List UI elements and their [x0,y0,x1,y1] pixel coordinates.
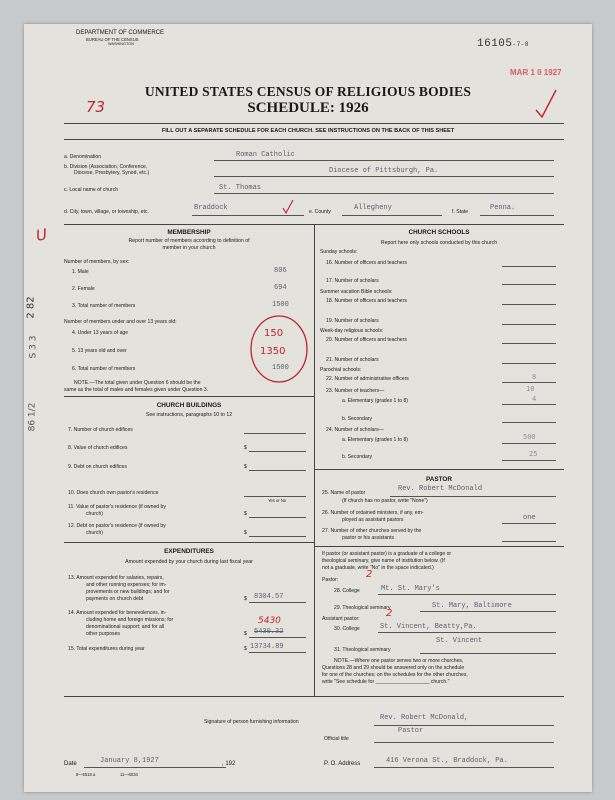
q2-female-label: 2. Female [72,286,95,292]
q9-dollar: $ [244,464,247,470]
q25-hint: (If church has no pastor, write "None") [342,498,428,504]
graduate-note-1: If pastor (or assistant pastor) is a graduate of a college or [322,551,452,557]
q25-value: Rev. Robert McDonald [398,485,483,493]
form-number: 16105-7-8 [477,38,529,50]
q25-label: 25. Name of pastor [322,490,366,496]
q27-label-a: 27. Number of other churches served by the [322,528,422,534]
q31-value: St. Vincent [436,637,483,645]
denomination-value: Roman Catholic [236,151,295,159]
date-value: January 8,1927 [100,757,159,765]
q4-under13-label: 4. Under 13 years of age [72,330,129,336]
expenditures-heading: EXPENDITURES [164,548,214,555]
q29-label: 29. Theological seminary [334,605,391,611]
form-title: UNITED STATES CENSUS OF RELIGIOUS BODIES [144,84,472,99]
received-date-stamp: MAR 1 0 1927 [510,68,562,77]
q28-value: Mt. St. Mary's [381,585,440,593]
local-name-value: St. Thomas [219,184,262,192]
assistant-pastor-label: Assistant pastor: [322,616,360,622]
q1-male-value: 806 [274,267,287,275]
q13-label-c: provements or new buildings; and for [86,589,170,595]
census-schedule-sheet [24,24,592,792]
buildings-sub: See instructions, paragraphs 10 to 12 [145,412,233,418]
margin-note-u: U [34,225,49,245]
q23a-value: 4 [532,395,537,403]
q26-label-b: ployed as assistant pastors [342,517,404,523]
q18-label: 18. Number of officers and teachers [326,298,407,304]
county-label: e. County [309,209,331,215]
q14-label-b: cluding home and foreign missions; for [86,617,174,623]
q14-label-a: 14. Amount expended for benevolences, in- [68,610,167,616]
buildings-heading: CHURCH BUILDINGS [156,402,222,409]
q10-hint: Yes or No [268,498,287,503]
instruction-line: FILL OUT A SEPARATE SCHEDULE FOR EACH CHURCH. SEE INSTRUCTIONS ON THE BACK OF THIS SHEET [161,128,455,134]
denomination-label: a. Denomination [64,154,102,160]
q7-label: 7. Number of church edifices [68,427,133,433]
city-check-mark-icon [282,199,294,215]
q14-label-d: other purposes [86,631,120,637]
q30-label: 30. College [334,626,360,632]
q12-label-2: church) [86,530,103,536]
membership-sub2: member in your church [162,245,216,251]
q14-label-c: denominational support; and for all [86,624,165,630]
q2-female-value: 694 [274,284,287,292]
pastor-note-1: NOTE.—Where one pastor serves two or more churches, [334,658,464,664]
q14-handwritten: 5430 [258,616,281,626]
local-name-label: c. Local name of church [64,187,119,193]
q27-label-b: pastor or his assistants [342,535,395,541]
q8-label: 8. Value of church edifices [68,445,128,451]
q3-total-label: 3. Total number of members [72,303,136,309]
q13-label-d: payments on church debt [86,596,144,602]
q15-dollar: $ [244,646,247,652]
q21-label: 21. Number of scholars [326,357,379,363]
expenditures-sub: Amount expended by your church during last fiscal year [125,559,253,565]
pastor-heading: PASTOR [425,476,453,483]
red-circle-annotation-icon [244,309,314,387]
q28-label: 28. College [334,588,360,594]
signature-value: Rev. Robert McDonald, [380,714,469,722]
q23-label: 23. Number of teachers— [326,388,385,394]
graduate-note-3: not a graduate, write "No" in the space indicated.) [322,565,434,571]
parochial-label: Parochial schools: [320,367,362,373]
division-label: b. Division (Association, Conference, [64,164,148,170]
q1-male-label: 1. Male [72,269,89,275]
members-age-label: Number of members under and over 13 years old: [64,319,177,325]
assistant-handwritten-2: 2 [386,608,393,619]
po-address-value: 416 Verona St., Braddock, Pa. [386,757,508,765]
q11-dollar: $ [244,511,247,517]
q13-value: 8304.57 [254,593,284,601]
q9-label: 9. Debt on church edifices [68,464,127,470]
division-value: Diocese of Pittsburgh, Pa. [329,167,439,175]
q22-label: 22. Number of administrative officers [326,376,409,382]
membership-note-2: same as the total of males and females given under Question 3. [64,387,209,393]
membership-heading: MEMBERSHIP [167,229,211,236]
q23a-label: a. Elementary (grades 1 to 8) [342,398,408,404]
bureau-label: BUREAU OF THE CENSUS [86,37,139,42]
pastor-handwritten-2: 2 [366,569,373,580]
signature-label: Signature of person furnishing information [204,719,299,725]
print-code-2: 11—6034 [120,772,138,777]
summer-label: Summer vacation Bible schools: [320,289,393,295]
print-code: 8—5518 a [76,772,96,777]
margin-note-a: 2 82 [25,296,37,319]
city-label: WASHINGTON [108,42,134,46]
q6-total-value: 1500 [272,364,289,372]
q24a-label: a. Elementary (grades 1 to 8) [342,437,408,443]
city-town-label: d. City, town, village, or township, etc. [64,209,149,215]
official-title-label: Official title [324,736,349,742]
q17-label: 17. Number of scholars [326,278,379,284]
membership-sub1: Report number of members according to definition of [128,238,250,244]
q24b-value: 25 [529,450,538,458]
official-title-value: Pastor [398,727,424,735]
q20-label: 20. Number of officers and teachers [326,337,407,343]
q19-label: 19. Number of scholars [326,318,379,324]
q11-label-2: church) [86,511,103,517]
state-label: f. State [452,209,469,215]
q5-over13-value: 1350 [260,346,286,357]
q11-label: 11. Value of pastor's residence (if owned by [68,504,166,510]
q4-under13-value: 150 [264,328,284,339]
department-label: DEPARTMENT OF COMMERCE [76,30,165,36]
pastor-label: Pastor: [322,577,339,583]
q6-total-label: 6. Total number of members [72,366,136,372]
schools-sub: Report here only schools conducted by this church [380,240,498,246]
handwritten-number: 73 [86,98,106,116]
q13-label-a: 13. Amount expended for salaries, repairs, [68,575,164,581]
q24-label: 24. Number of scholars— [326,427,384,433]
q22-value: 8 [532,373,537,381]
membership-note-1: NOTE.—The total given under Question 6 should be the [74,380,201,386]
q10-label: 10. Does church own pastor's residence [68,490,159,496]
q3-total-value: 1500 [272,301,289,309]
q12-dollar: $ [244,530,247,536]
margin-note-b: S 3 3 [28,335,39,359]
q23-value: 10 [526,385,535,393]
q15-label: 15. Total expenditures during year [68,646,145,652]
q13-dollar: $ [244,596,247,602]
q30-value: St. Vincent, Beatty,Pa. [380,623,477,631]
q16-label: 16. Number of officers and teachers [326,260,407,266]
q14-value: 5430.32 [254,628,284,636]
po-address-label: P. O. Address [324,761,361,767]
date-year: , 192 [222,761,236,767]
schools-heading: CHURCH SCHOOLS [408,229,470,236]
q12-label: 12. Debt on pastor's residence (if owned by [68,523,166,529]
state-value: Penna. [490,204,516,212]
weekday-label: Week-day religious schools: [320,328,384,334]
county-value: Allegheny [354,204,392,212]
q14-dollar: $ [244,631,247,637]
members-by-sex-label: Number of members, by sex: [64,259,130,265]
city-value: Braddock [194,204,228,212]
sunday-label: Sunday schools: [320,249,358,255]
q13-label-b: and other running expenses; for im- [86,582,167,588]
q24a-value: 500 [523,433,536,441]
q26-label-a: 26. Number of ordained ministers, if any, em- [322,510,424,516]
pastor-note-4: write "See schedule for ___________________ church." [322,679,450,685]
pastor-note-2: Questions 28 and 29 should be answered only on the schedule [322,665,465,671]
margin-note-c: 86 1/2 [27,402,38,432]
q5-over13-label: 5. 13 years old and over [72,348,127,354]
q15-value: 13734.89 [250,643,284,651]
q8-dollar: $ [244,445,247,451]
division-label-2: Diocese, Presbytery, Synod, etc.) [74,170,150,176]
pastor-note-3: for one of the churches; on the schedules for the other churches, [322,672,468,678]
q29-value: St. Mary, Baltimore [432,602,512,610]
q24b-label: b. Secondary [342,454,373,460]
schedule-year: SCHEDULE: 1926 [247,100,369,116]
q26-value: one [523,514,536,522]
q23b-label: b. Secondary [342,416,373,422]
date-label: Date [64,761,77,767]
q31-label: 31. Theological seminary [334,647,391,653]
graduate-note-2: theological seminary, give name of institution below. (If [322,558,445,564]
